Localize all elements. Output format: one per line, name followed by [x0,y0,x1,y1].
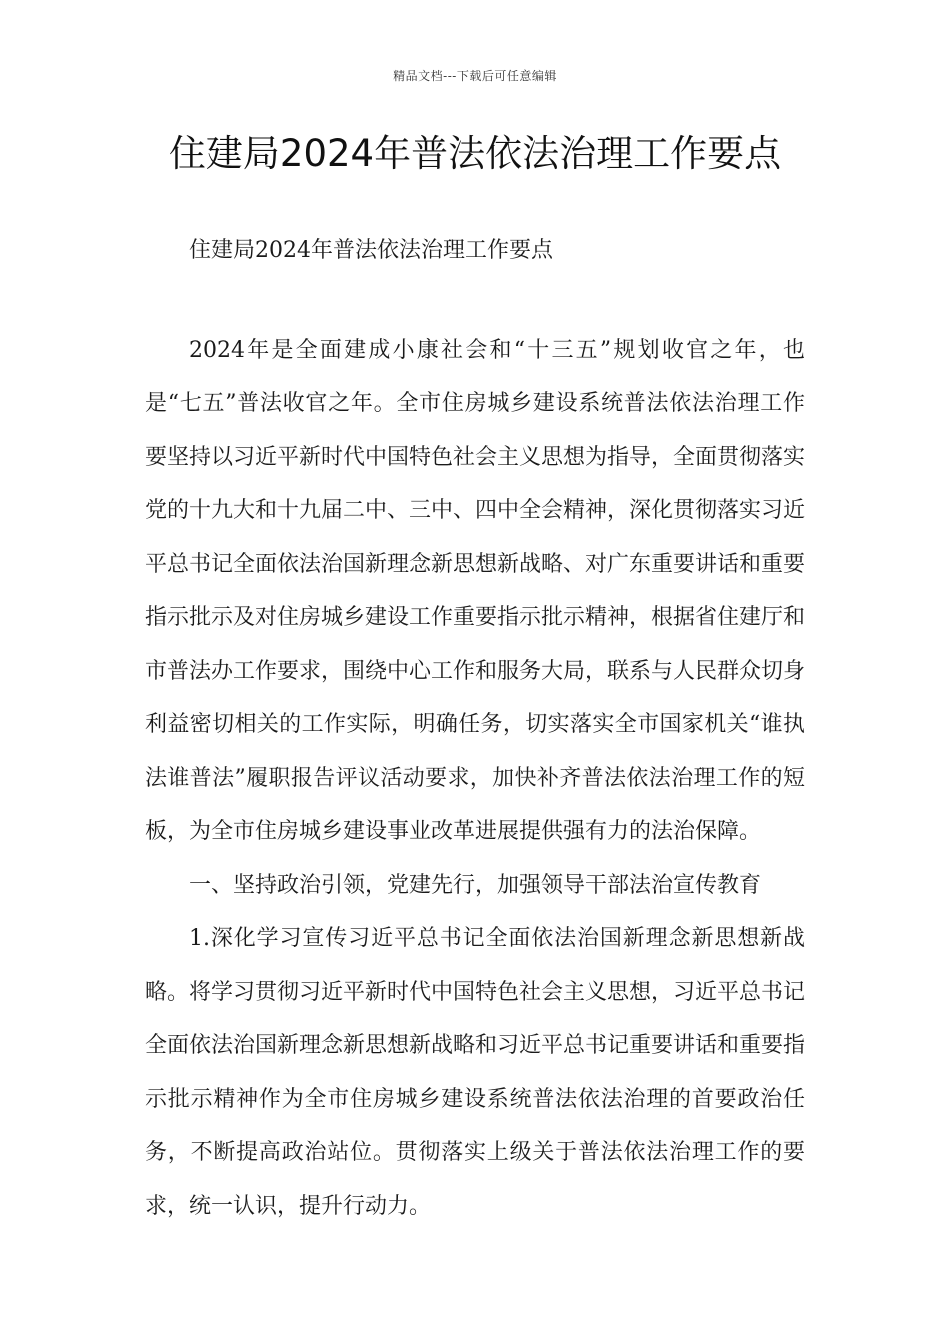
header-note: 精品文档---下载后可任意编辑 [393,69,557,83]
item-paragraph: 1.深化学习宣传习近平总书记全面依法治国新理念新思想新战略。将学习贯彻习近平新时代中国特色社会主义思想，习近平总书记全面依法治国新理念新思想新战略和习近平总书记重要讲话和重要指示批示精神作为全市住房城乡建设系统普法依法治理的首要政治任务，不断提高政治站位。贯彻落实上级关于普法依法治理工作的要求，统一认识，提升行动力。 [145,926,806,1219]
section-heading: 一、坚持政治引领，党建先行，加强领导干部法治宣传教育 [189,872,762,898]
document-subtitle: 住建局2024年普法依法治理工作要点 [189,238,553,263]
intro-paragraph: 2024年是全面建成小康社会和“十三五”规划收官之年，也是“七五”普法收官之年。全市住房城乡建设系统普法依法治理工作要坚持以习近平新时代中国特色社会主义思想为指导，全面贯彻落实党的十九大和十九届二中、三中、四中全会精神，深化贯彻落实习近平总书记全面依法治国新理念新思想新战略、对广东重要讲话和重要指示批示及对住房城乡建设工作重要指示批示精神，根据省住建厅和市普法办工作要求，围绕中心工作和服务大局，联系与人民群众切身利益密切相关的工作实际，明确任务，切实落实全市国家机关“谁执法谁普法”履职报告评议活动要求，加快补齐普法依法治理工作的短板，为全市住房城乡建设事业改革进展提供强有力的法治保障。 [145,337,806,844]
document-body [145,224,805,1233]
document-title: 住建局2024年普法依法治理工作要点 [168,132,782,175]
